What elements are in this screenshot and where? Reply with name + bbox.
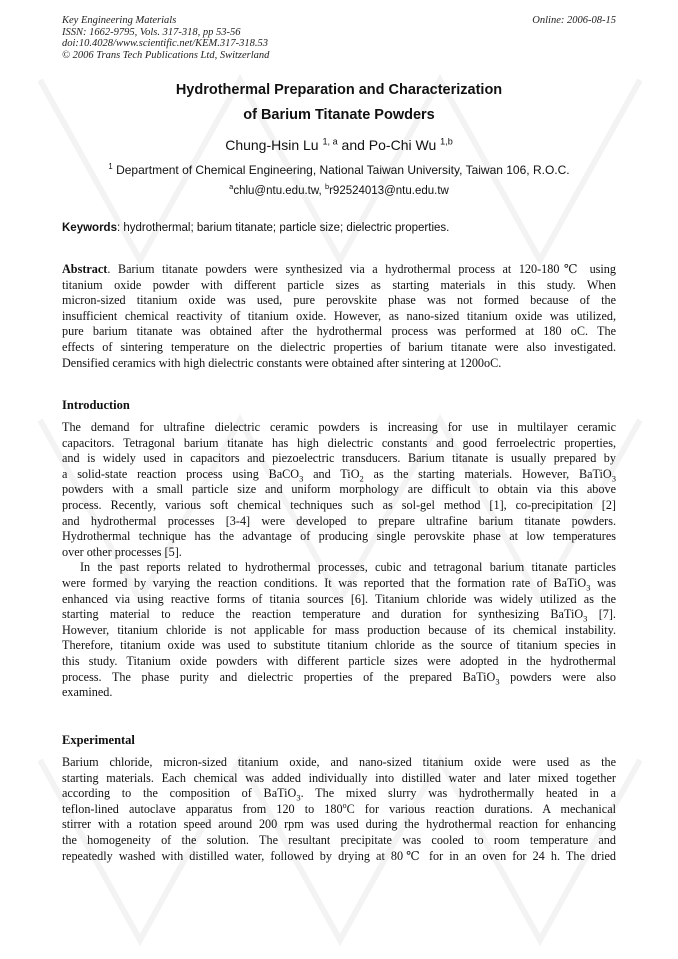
body-line: Hydrothermal technique has the advantage of producing single perovskite phase at low temperatures	[62, 529, 616, 544]
body-line: were formed by varying the reaction conditions. It was reported that the formation rate of BaTiO$_3$ was	[62, 575, 616, 592]
copyright-line: © 2006 Trans Tech Publications Ltd, Switzerland	[62, 49, 270, 61]
abstract-line: pure barium titanate was obtained after the hydrothermal process was performed at 180 oC. The	[62, 324, 616, 339]
body-line: a solid-state reaction process using BaCO$_3$ and TiO$_2$ as the starting materials. However, BaTiO$_3$	[62, 466, 616, 483]
paper-title-line-1: Hydrothermal Preparation and Characterization	[175, 82, 503, 98]
keywords-text: : hydrothermal; barium titanate; particle size; dielectric properties.	[116, 222, 450, 234]
section-heading-experimental: Experimental	[62, 733, 135, 747]
body-line: In the past reports related to hydrothermal processes, cubic and tetragonal barium titanate particles	[80, 560, 616, 575]
body-line: teflon-lined autoclave apparatus from 120 to 180$^o$C for various reaction durations. A mechanical	[62, 801, 616, 816]
body-line: starting materials. Each chemical was added individually into distilled water and later mixed together	[62, 770, 616, 785]
body-line: the homogeneity of the solution. The resultant precipitate was cooled to room temperature and	[62, 832, 616, 847]
introduction-body	[62, 420, 616, 701]
body-line: The demand for ultrafine dielectric ceramic powders is increasing for use in multilayer ceramic	[62, 420, 616, 434]
email-link[interactable]: r92524013@ntu.edu.tw	[329, 185, 449, 197]
body-line: examined.	[62, 685, 113, 700]
keywords	[62, 222, 618, 234]
paper-title-line-2: of Barium Titanate Powders	[243, 107, 435, 123]
author-name: Po-Chi Wu	[368, 137, 437, 153]
author-name: Chung-Hsin Lu	[225, 137, 319, 153]
body-line: powders with a small particle size and uniform morphology are difficult to obtain via this above	[62, 482, 616, 497]
keywords-label: Keywords	[62, 222, 117, 234]
journal-header	[62, 15, 269, 61]
online-date: Online: 2006-08-15	[532, 15, 616, 26]
author-conjunction: and	[341, 137, 365, 153]
abstract-line: micron-sized titanium oxide was used, pure perovskite phase was not formed because of the	[62, 293, 616, 308]
affiliation-text: Department of Chemical Engineering, National Taiwan University, Taiwan 106, R.O.C.	[116, 163, 570, 177]
author-list	[0, 137, 678, 153]
email-link[interactable]: chlu@ntu.edu.tw,	[233, 185, 322, 197]
doi-line: doi:10.4028/www.scientific.net/KEM.317-318.53	[62, 38, 268, 49]
body-line: However, titanium chloride is not applicable for mass production because of its chemical instability.	[62, 622, 616, 637]
abstract-label: Abstract	[62, 262, 108, 276]
body-line: Barium chloride, micron-sized titanium oxide, and nano-sized titanium oxide were used as the	[62, 755, 616, 769]
journal-name: Key Engineering Materials	[62, 15, 177, 26]
email-mark: a	[229, 182, 234, 192]
affiliation	[0, 163, 678, 177]
body-line: capacitors. Tetragonal barium titanate has high dielectric constants and good ferroelectric properties,	[62, 435, 616, 450]
abstract	[62, 262, 616, 371]
body-line: stirrer with a rotation speed around 200 rpm was used during the hydrothermal reaction for enhancing	[62, 817, 616, 832]
experimental-body	[62, 755, 616, 864]
issn-line: ISSN: 1662-9795, Vols. 317-318, pp 53-56	[62, 26, 241, 38]
abstract-line: insufficient chemical reactivity of titanium oxide. However, as nano-sized titanium oxide was utilized,	[62, 308, 616, 323]
body-line: repeatedly washed with distilled water, followed by drying at 80℃ for in an oven for 24 h. The dried	[62, 848, 616, 863]
body-line: Therefore, titanium oxide was used to substitute titanium chloride as the source of titanium species in	[62, 638, 616, 653]
section-heading-introduction: Introduction	[62, 398, 130, 412]
body-line: process. Recently, various soft chemical techniques such as sol-gel method [1], co-precipitation [2]	[62, 497, 616, 512]
email-mark: b	[324, 182, 330, 192]
body-line: and hydrothermal processes [3-4] were developed to prepare ultrafine barium titanate powders.	[62, 513, 616, 528]
abstract-line: titanium oxide powder with different particle sizes as starting materials in this study. When	[62, 277, 616, 292]
body-line: and is widely used in capacitors and piezoelectric transducers. Barium titanate is usually prepared by	[62, 451, 616, 466]
body-line: starting material to reduce the reaction temperature and duration for synthesizing BaTiO$_3$ [7].	[62, 607, 616, 623]
affiliation-mark: 1	[108, 162, 113, 171]
abstract-line: Densified ceramics with high dielectric constants were obtained after sintering at 1200oC.	[62, 355, 502, 370]
body-line: this study. Titanium oxide powders with different particle sizes were adopted in the hydrothermal	[62, 653, 616, 668]
abstract-line: Abstract. Barium titanate powders were synthesized via a hydrothermal process at 120-180℃ using	[62, 262, 616, 276]
author-emails	[0, 182, 678, 197]
body-line: over other processes [5].	[62, 544, 182, 559]
body-line: process. The phase purity and dielectric properties of the prepared BaTiO$_3$ powders were also	[62, 669, 616, 686]
abstract-line: effects of sintering temperature on the dielectric properties of barium titanate were also investigated.	[62, 339, 616, 354]
body-line: according to the composition of BaTiO$_3$. The mixed slurry was hydrothermally heated in a	[62, 786, 616, 802]
author-affiliation-mark: 1,b	[440, 136, 453, 147]
body-line: enhanced via using reactive forms of titania sources [6]. Titanium chloride was widely utilized as the	[62, 591, 616, 606]
author-affiliation-mark: 1, a	[322, 136, 338, 147]
